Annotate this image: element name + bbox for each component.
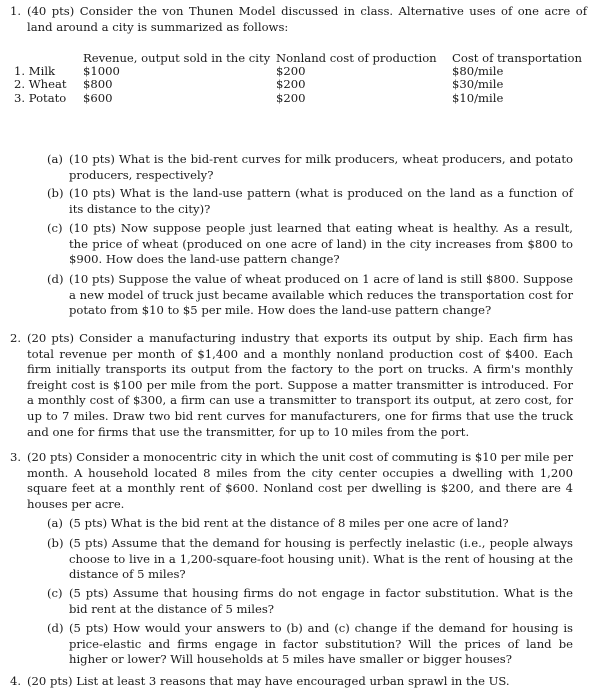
- table-cell: 3. Potato: [14, 90, 67, 105]
- q3-part-c: [47, 586, 573, 617]
- question-4: [10, 674, 573, 690]
- part-label: (b): [47, 536, 64, 550]
- part-label: (d): [47, 621, 64, 635]
- question-2-text: (20 pts) Consider a manufacturing industry that exports its output by ship. Each firm has total revenue per month of $1,400 and a monthly nonland production cost of $400. Each firm initially transports its output from the factory to the port on trucks. A firm's monthly freight cost is $100 per mile from the port. Suppose a matter transmitter is introduced. For a monthly cost of $300, a firm can use a transmitter to transport its output, at zero cost, for up to 7 miles. Draw two bid rent curves for manufacturers, one for firms that use the truck and one for firms that use the transmitter, for up to 10 miles from the port.: [27, 331, 573, 439]
- part-text: (5 pts) Assume that the demand for housing is perfectly inelastic (i.e., people always choose to live in a 1,200-square-foot housing unit). What is the rent of housing at the distance of 5 miles?: [69, 536, 573, 582]
- part-label: (a): [47, 516, 63, 530]
- table-cell: $800: [83, 77, 113, 92]
- part-text: (5 pts) Assume that housing firms do not engage in factor substitution. What is the bid rent at the distance of 5 miles?: [69, 586, 573, 616]
- table-cell: 2. Wheat: [14, 77, 67, 92]
- q3-part-d: [47, 621, 573, 668]
- table-cell: $600: [83, 90, 113, 105]
- q3-part-a: [47, 516, 573, 532]
- part-label: (d): [47, 272, 64, 286]
- question-number: 2.: [10, 331, 22, 345]
- part-text: (5 pts) How would your answers to (b) and (c) change if the demand for housing is price-elastic and firms engage in factor substitution? Will the prices of land be higher or lower? Will households at 5 miles have smaller or bigger houses?: [69, 621, 573, 667]
- table-cell: $30/mile: [452, 77, 504, 92]
- part-text: (10 pts) Suppose the value of wheat produced on 1 acre of land is still $800. Suppose a new model of truck just became available which reduces the transportation cost for potato from $10 to $5 per mile. How does the land-use pattern change?: [69, 272, 573, 318]
- question-number: 1.: [10, 4, 22, 18]
- question-number: 3.: [10, 450, 22, 464]
- q1-part-d: [47, 272, 573, 319]
- question-1-intro: (40 pts) Consider the von Thunen Model discussed in class. Alternative uses of one acre of land around a city is summarized as follows:: [27, 4, 587, 34]
- table-header: Nonland cost of production: [276, 51, 437, 65]
- table-row: [14, 78, 582, 91]
- table-cell: $10/mile: [452, 90, 504, 105]
- question-4-text: (20 pts) List at least 3 reasons that may have encouraged urban sprawl in the US.: [27, 674, 510, 688]
- part-label: (c): [47, 586, 63, 600]
- part-label: (a): [47, 152, 63, 166]
- part-text: (10 pts) Now suppose people just learned that eating wheat is healthy. As a result, the price of wheat (produced on one acre of land) in the city increases from $800 to $900. How does the land-use pattern change?: [69, 221, 573, 267]
- part-text: (10 pts) What is the bid-rent curves for milk producers, wheat producers, and potato producers, respectively?: [69, 152, 573, 182]
- part-label: (c): [47, 221, 63, 235]
- part-text: (5 pts) What is the bid rent at the distance of 8 miles per one acre of land?: [69, 516, 509, 530]
- q1-part-c: [47, 221, 573, 268]
- q3-part-b: [47, 536, 573, 583]
- question-1: [10, 4, 594, 35]
- q1-part-a: [47, 152, 573, 183]
- table-cell: 1. Milk: [14, 64, 56, 79]
- table-cell: $200: [276, 90, 306, 105]
- q1-part-b: [47, 186, 573, 217]
- question-number: 4.: [10, 674, 22, 688]
- table-cell: $200: [276, 77, 306, 92]
- table-header: Revenue, output sold in the city: [83, 51, 271, 65]
- table-header: Cost of transportation: [452, 51, 582, 65]
- question-3: [10, 450, 573, 512]
- alternative-uses-table: [14, 52, 582, 105]
- table-row: [14, 92, 582, 105]
- table-cell: $200: [276, 64, 306, 79]
- question-3-text: (20 pts) Consider a monocentric city in which the unit cost of commuting is $10 per mile per month. A household located 8 miles from the city center occupies a dwelling with 1,200 square feet at a monthly rent of $600. Nonland cost per dwelling is $200, and there are 4 houses per acre.: [27, 450, 574, 511]
- question-2: [10, 331, 573, 440]
- part-label: (b): [47, 186, 64, 200]
- part-text: (10 pts) What is the land-use pattern (what is produced on the land as a function of its distance to the city)?: [69, 186, 573, 216]
- table-cell: $1000: [83, 64, 120, 79]
- table-cell: $80/mile: [452, 64, 504, 79]
